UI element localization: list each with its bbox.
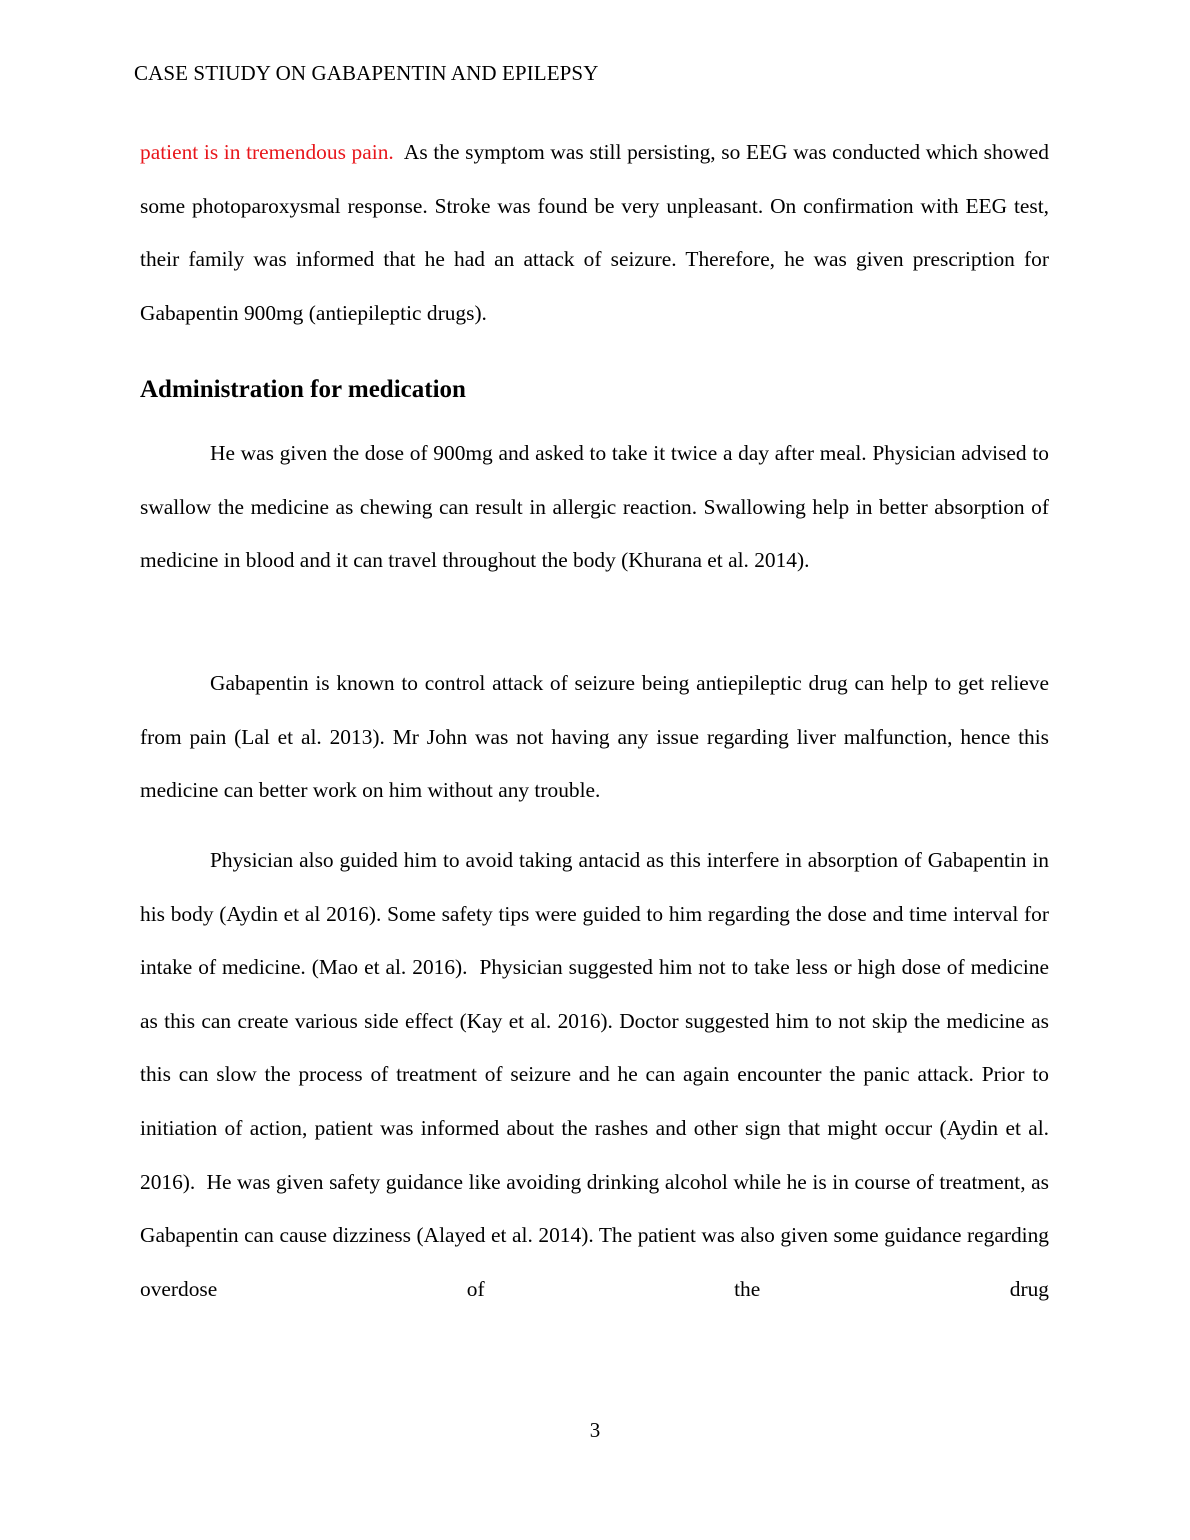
intro-text: As the symptom was still persisting, so EEG was conducted which showed some photoparoxysmal response. Stroke was found be very unpleasant. On confirmation with EEG test, their family was informed that he had an attack of seizure. Therefore, he was given prescription for Gabapentin 900mg (antiepileptic drugs).: [140, 140, 1055, 325]
paragraph-dose: [140, 427, 1049, 588]
paragraph-text: Physician also guided him to avoid taking antacid as this interfere in absorption of Gabapentin in his body (Aydin et al 2016). Some safety tips were guided to him regarding the dose and time interval for intake of medicine. (Mao et al. 2016). Physician suggested him not to take less or high dose of medicine as this can create various side effect (Kay et al. 2016). Doctor suggested him to not skip the medicine as this can slow the process of treatment of seizure and he can again encounter the panic attack. Prior to initiation of action, patient was informed about the rashes and other sign that might occur (Aydin et al. 2016). He was given safety guidance like avoiding drinking alcohol while he is in course of treatment, as Gabapentin can cause dizziness (Alayed et al. 2014). The patient was also given some guidance regarding overdose of the drug: [140, 848, 1055, 1301]
paragraph-gabapentin: [140, 657, 1049, 818]
paragraph-safety: [140, 834, 1055, 1316]
paragraph-text: Gabapentin is known to control attack of seizure being antiepileptic drug can help to get relieve from pain (Lal et al. 2013). Mr John was not having any issue regarding liver malfunction, hence this medicine can better work on him without any trouble.: [140, 671, 1049, 803]
intro-paragraph: [140, 126, 1055, 340]
running-head: CASE STIUDY ON GABAPENTIN AND EPILEPSY: [134, 61, 599, 85]
section-heading: Administration for medication: [140, 376, 466, 403]
page-number: 3: [589, 1418, 601, 1442]
paragraph-text: He was given the dose of 900mg and asked to take it twice a day after meal. Physician advised to swallow the medicine as chewing can result in allergic reaction. Swallowing help in better absorption of medicine in blood and it can travel throughout the body (Khurana et al. 2014).: [140, 441, 1049, 573]
highlighted-text: patient is in tremendous pain.: [140, 140, 394, 164]
